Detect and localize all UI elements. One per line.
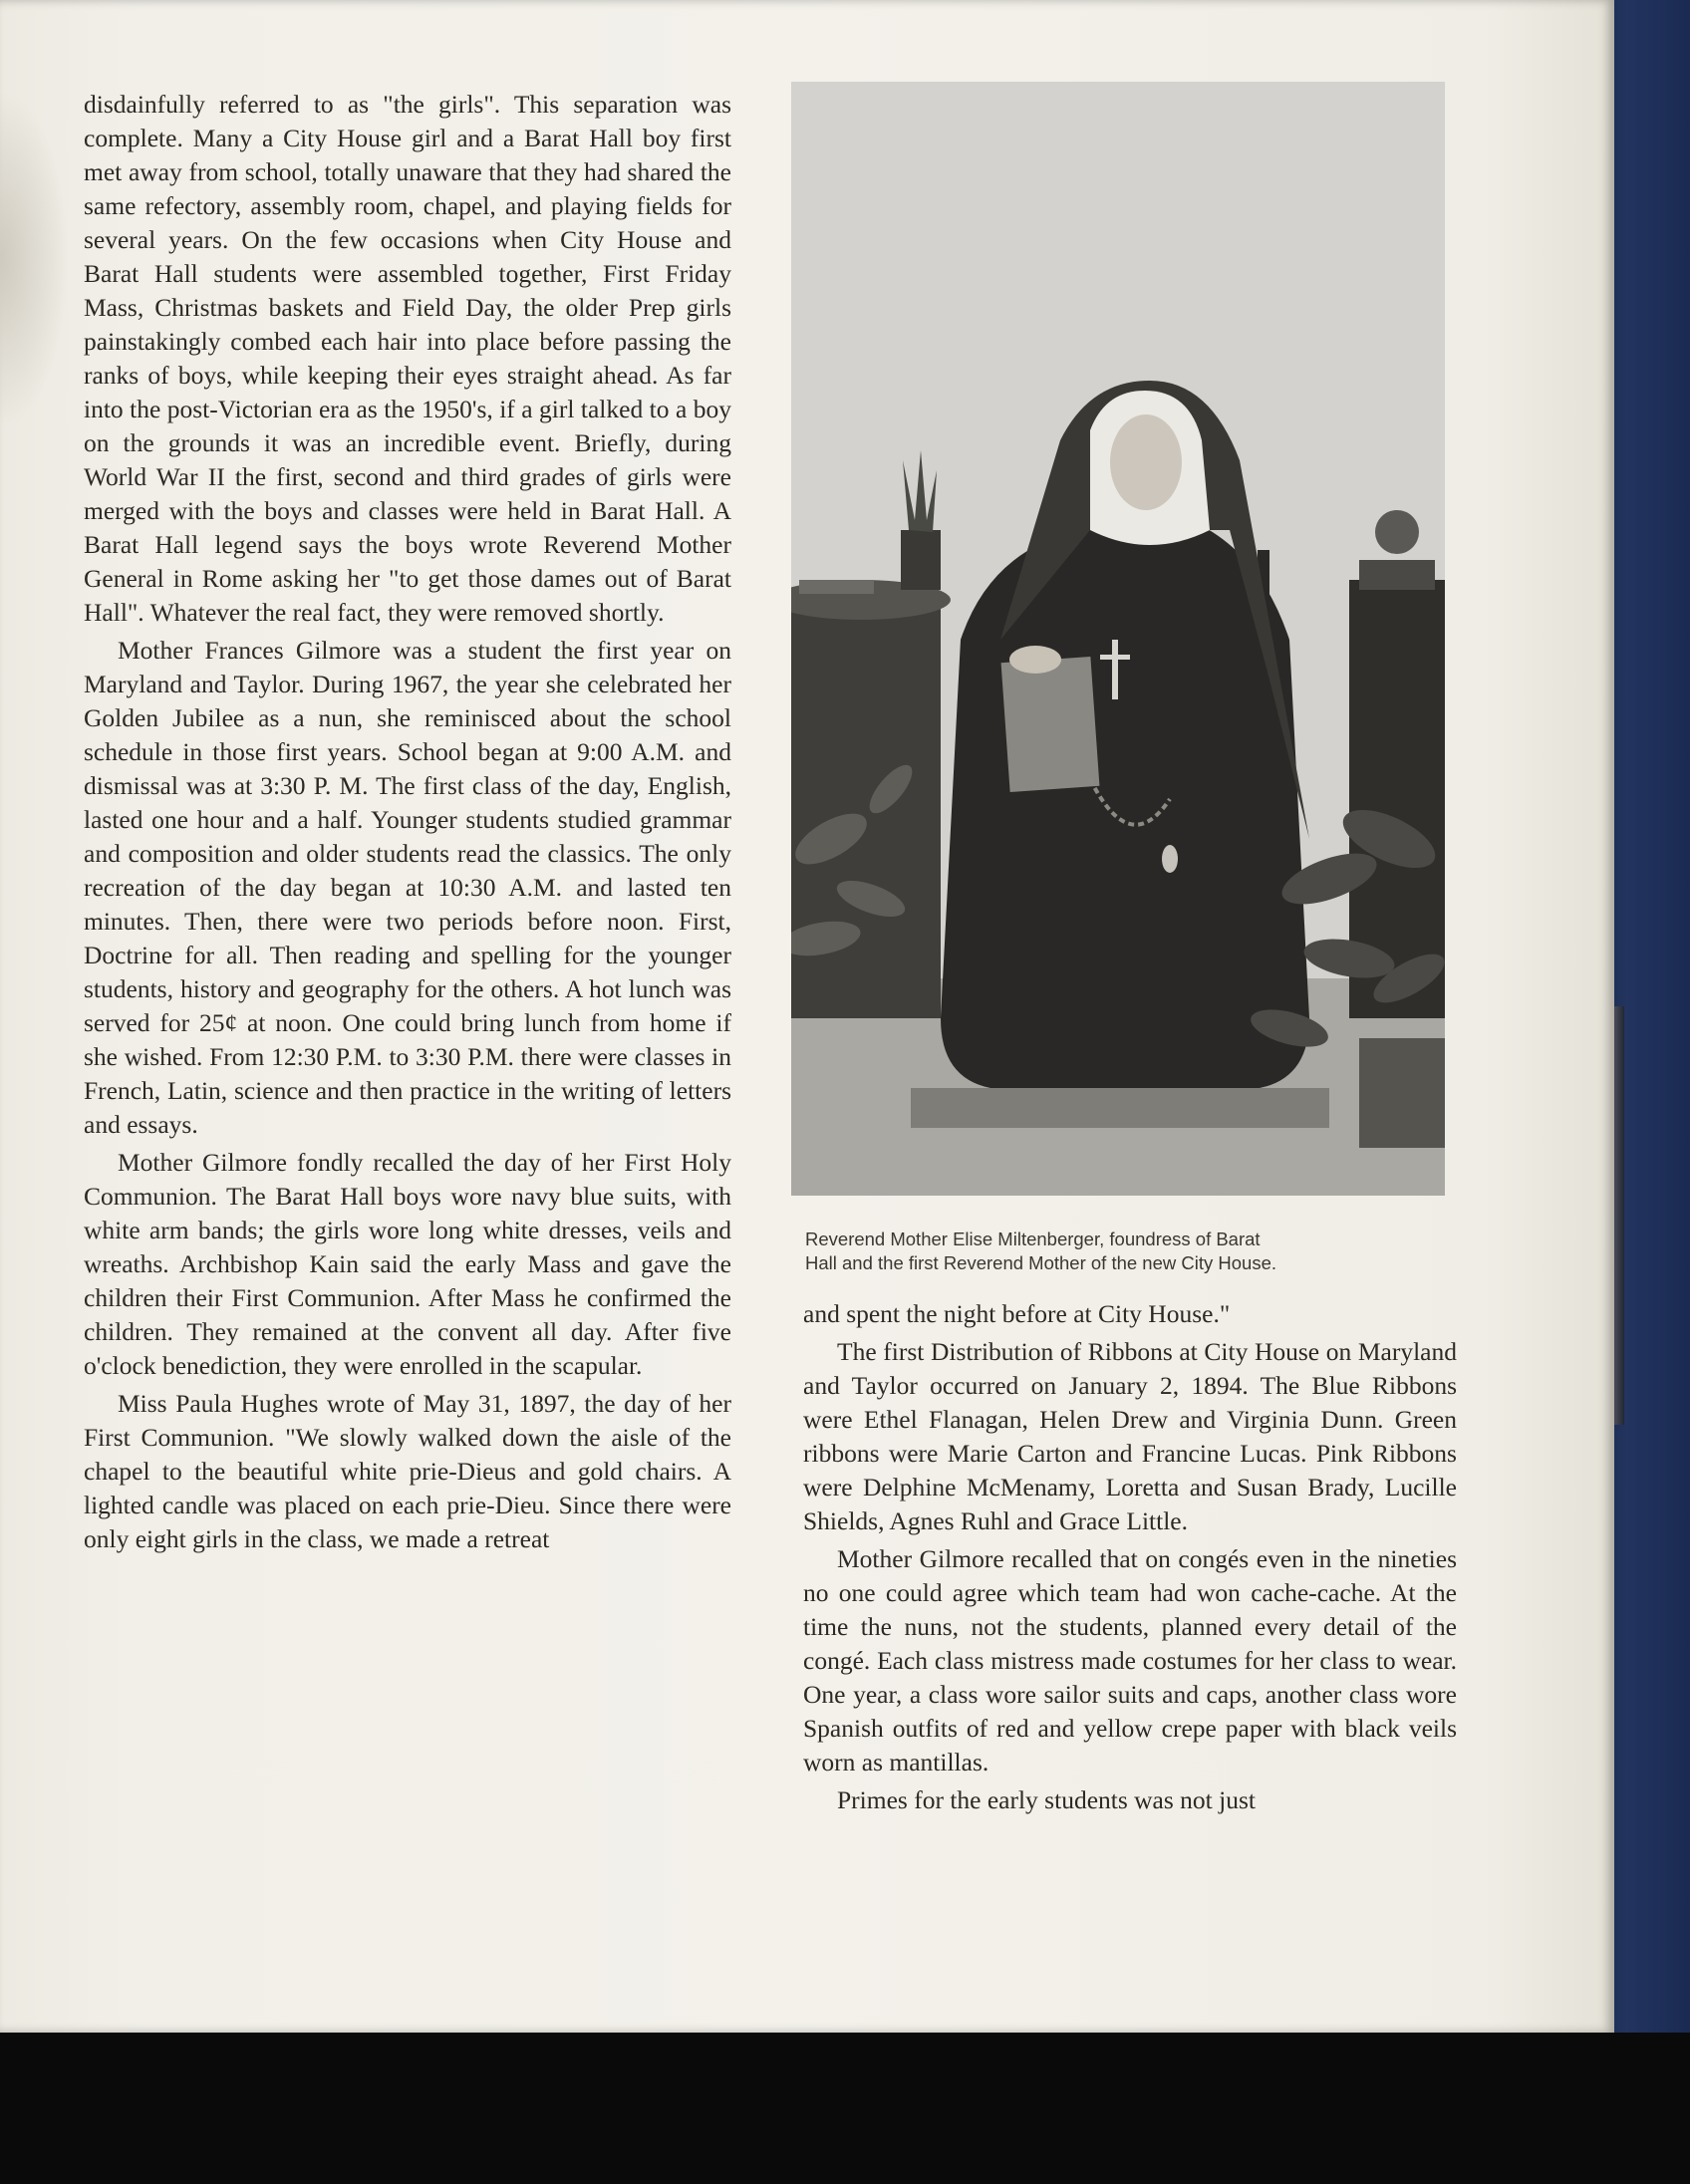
caption-line: Hall and the first Reverend Mother of the new City House. [805,1252,1277,1273]
left-text-column [84,88,731,1556]
page-wear-mark [0,90,70,428]
paragraph: Miss Paula Hughes wrote of May 31, 1897, the day of her First Communion. "We slowly walked down the aisle of the chapel to the beautiful white prie-Dieus and gold chairs. A lighted candle was placed on each prie-Dieu. Since there were only eight girls in the class, we made a retreat [84,1389,731,1553]
paragraph: Mother Gilmore recalled that on congés even in the nineties no one could agree which team had won cache-cache. At the time the nuns, not the students, planned every detail of the congé. Each class mistress made costumes for her class to wear. One year, a class wore sailor suits and caps, another class wore Spanish outfits of red and yellow crepe paper with black veils worn as mantillas. [803,1544,1457,1776]
right-text-column [803,1297,1457,1817]
paragraph: The first Distribution of Ribbons at City House on Maryland and Taylor occurred on January 2, 1894. The Blue Ribbons were Ethel Flanagan, Helen Drew and Virginia Dunn. Green ribbons were Marie Carton and Francine Lucas. Pink Ribbons were Delphine McMenamy, Loretta and Susan Brady, Lucille Shields, Agnes Ruhl and Grace Little. [803,1337,1457,1535]
paragraph: and spent the night before at City House." [803,1299,1231,1328]
paragraph: Mother Gilmore fondly recalled the day of her First Holy Communion. The Barat Hall boys wore navy blue suits, with white arm bands; the girls wore long white dresses, veils and wreaths. Archbishop Kain said the early Mass and gave the children their First Communion. After Mass he confirmed the children. They remained at the convent all day. After five o'clock benediction, they were enrolled in the scapular. [84,1148,731,1380]
paragraph: Primes for the early students was not just [837,1785,1256,1814]
portrait-photo [791,82,1445,1196]
paragraph: disdainfully referred to as "the girls". This separation was complete. Many a City House girl and a Barat Hall boy first met away from school, totally unaware that they had shared the same refectory, assembly room, chapel, and playing fields for several years. On the few occasions when City House and Barat Hall students were assembled together, First Friday Mass, Christmas baskets and Field Day, the older Prep girls painstakingly combed each hair into place before passing the ranks of boys, while keeping their eyes straight ahead. As far into the post-Victorian era as the 1950's, if a girl talked to a boy on the grounds it was an incredible event. Briefly, during World War II the first, second and third grades of girls were merged with the boys and classes were held in Barat Hall. A Barat Hall legend says the boys wrote Reverend Mother General in Rome asking her "to get those dames out of Barat Hall". Whatever the real fact, they were removed shortly. [84,90,731,627]
caption-line: Reverend Mother Elise Miltenberger, foundress of Barat [805,1228,1261,1249]
photo-caption [805,1228,1443,1275]
portrait-illustration [791,82,1445,1196]
paragraph: Mother Frances Gilmore was a student the first year on Maryland and Taylor. During 1967, the year she celebrated her Golden Jubilee as a nun, she reminisced about the school schedule in those first years. School began at 9:00 A.M. and dismissal was at 3:30 P. M. The first class of the day, English, lasted one hour and a half. Younger students studied grammar and composition and older students read the classics. The only recreation of the day began at 10:30 A.M. and lasted ten minutes. Then, there were two periods before noon. First, Doctrine for all. Then reading and spelling for the younger students, history and geography for the others. A hot lunch was served for 25¢ at noon. One could bring lunch from home if she wished. From 12:30 P.M. to 3:30 P.M. there were classes in French, Latin, science and then practice in the writing of letters and essays. [84,636,731,1139]
